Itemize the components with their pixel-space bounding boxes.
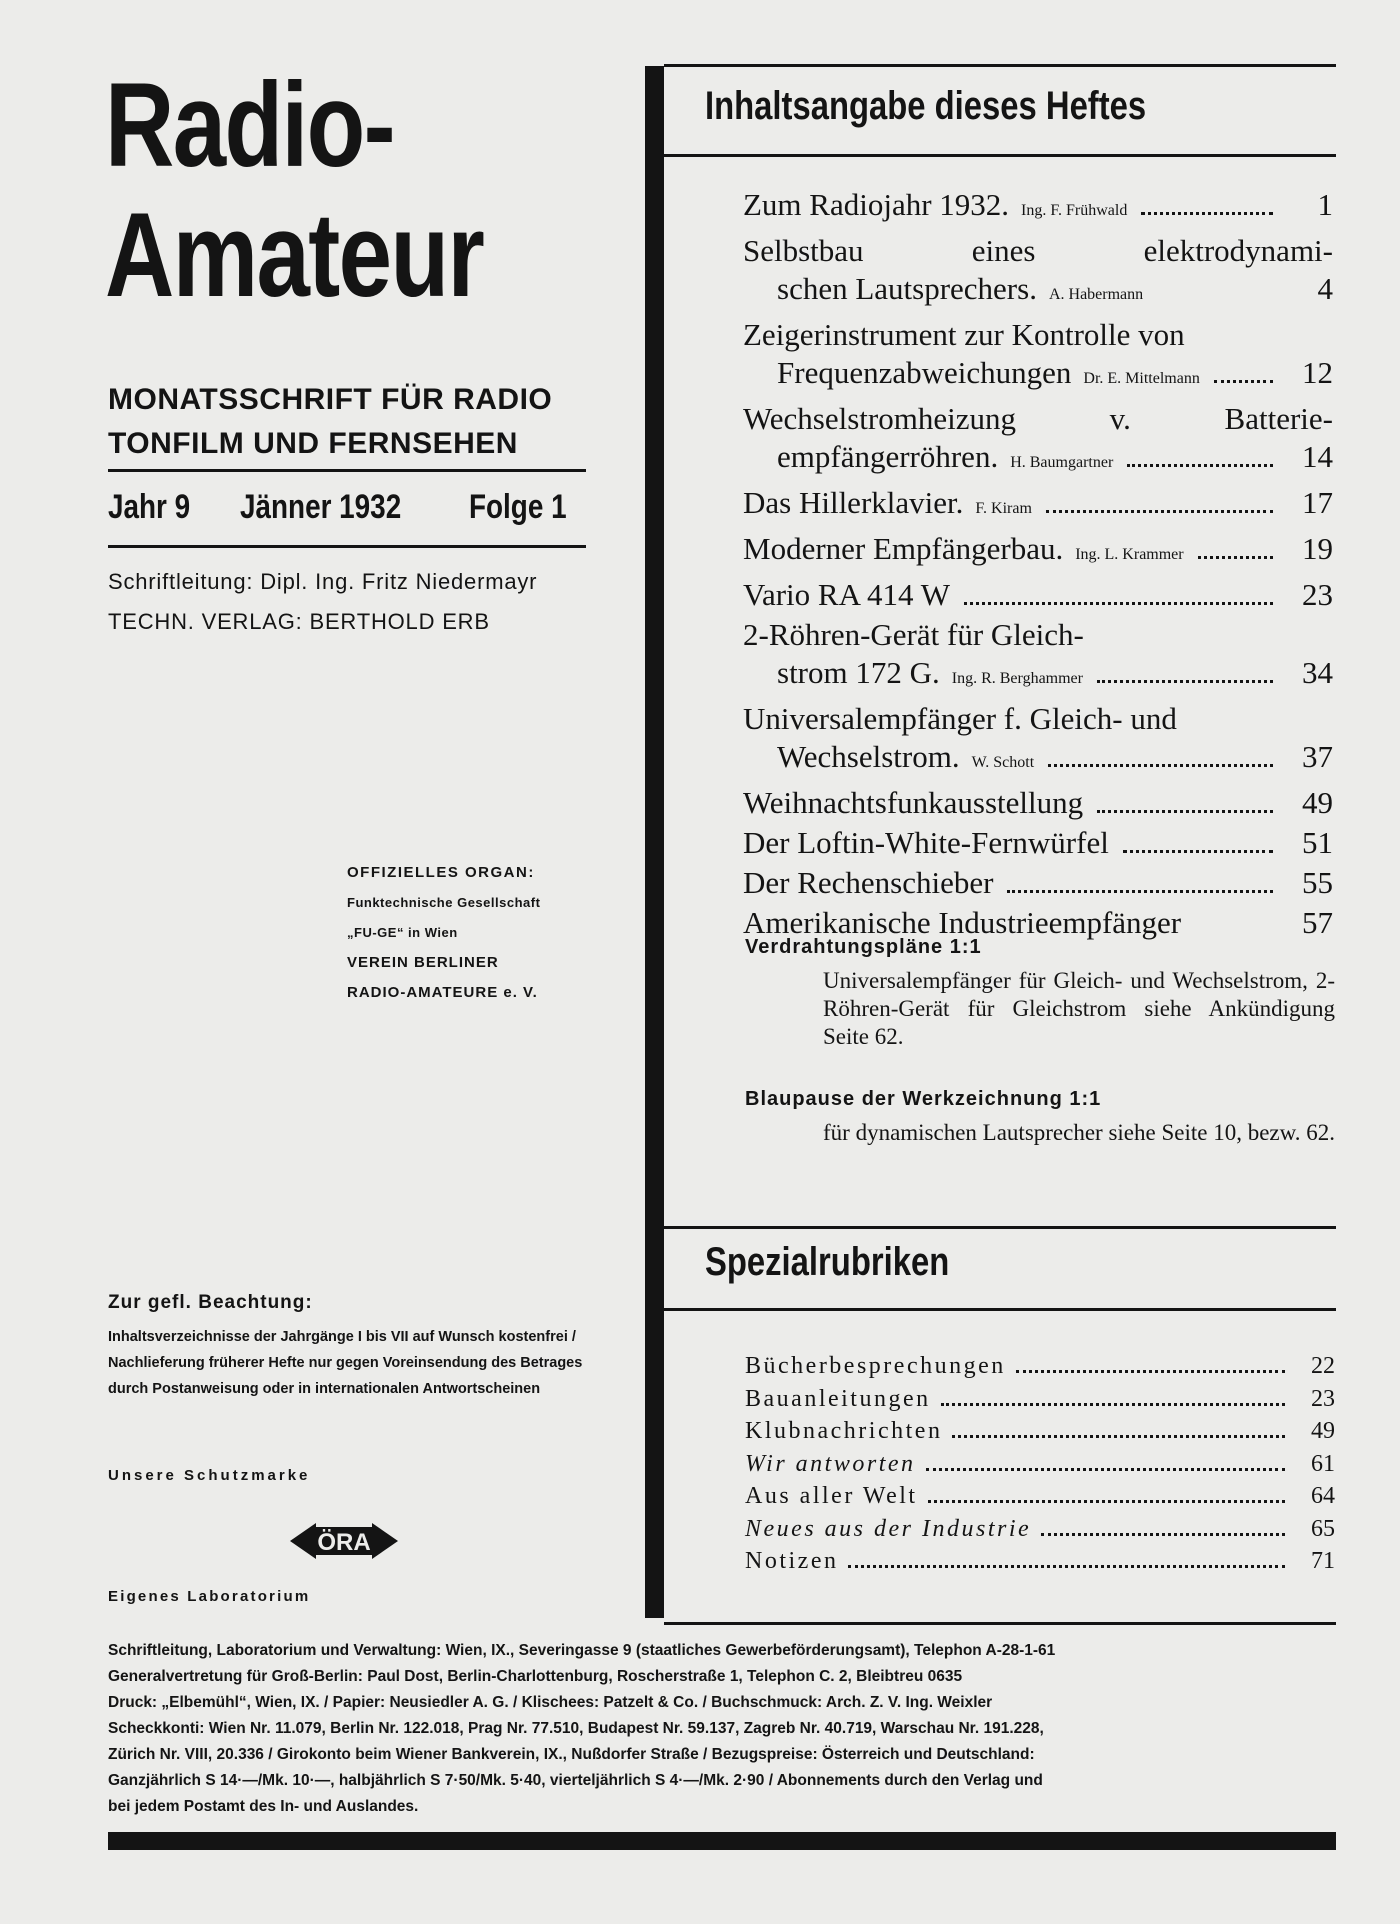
toc-author: F. Kiram (975, 500, 1032, 517)
toc-page-number: 57 (1302, 905, 1333, 940)
toc-entry (743, 400, 1333, 482)
special-item-label: Neues aus der Industrie (745, 1515, 1032, 1542)
toc-author: Ing. R. Berghammer (951, 670, 1083, 687)
toc-leader (1046, 510, 1273, 513)
toc-entry (743, 700, 1333, 782)
special-item (745, 1383, 1335, 1416)
divider (664, 1622, 1336, 1625)
divider (664, 1226, 1336, 1229)
special-item (745, 1415, 1335, 1448)
toc-entry (743, 824, 1333, 862)
toc-title: strom 172 G. (777, 655, 940, 690)
divider (108, 545, 586, 548)
issue-month: Jänner 1932 (240, 488, 402, 526)
divider (664, 154, 1336, 157)
special-item (745, 1480, 1335, 1513)
toc-entry (743, 864, 1333, 902)
publisher-line: TECHN. VERLAG: BERTHOLD ERB (108, 609, 490, 634)
toc-entry (743, 576, 1333, 614)
special-item-label: Wir antworten (745, 1450, 916, 1477)
toc-leader (1141, 212, 1273, 215)
toc-author: H. Baumgartner (1010, 454, 1114, 471)
special-item-label: Klubnachrichten (745, 1418, 943, 1444)
column-bar (645, 66, 664, 1618)
special-item (745, 1350, 1335, 1383)
organ-line: VEREIN BERLINER (347, 954, 499, 971)
toc-leader (1097, 810, 1273, 813)
notice-title: Zur gefl. Beachtung: (108, 1292, 313, 1313)
imprint-line: bei jedem Postamt des In- und Auslandes. (108, 1798, 419, 1815)
toc-title: Weihnachtsfunkausstellung (743, 785, 1084, 820)
toc-page-number: 4 (1317, 271, 1333, 306)
toc-title: Das Hillerklavier. (743, 485, 964, 520)
toc-page-number: 51 (1302, 825, 1333, 860)
special-item-page: 22 (1311, 1353, 1335, 1379)
toc-leader (1007, 890, 1273, 893)
toc-title: Wechselstrom. (777, 739, 960, 774)
table-of-contents (743, 186, 1333, 944)
imprint-line: Scheckkonti: Wien Nr. 11.079, Berlin Nr. 122.018, Prag Nr. 77.510, Budapest Nr. 59.137, Zagreb Nr. 40.719, Warschau Nr. 191.228, (108, 1720, 1044, 1737)
toc-entry (743, 616, 1333, 698)
subtitle (108, 378, 598, 466)
toc-entry (743, 484, 1333, 528)
notice-text: Inhaltsverzeichnisse der Jahrgänge I bis VII auf Wunsch kostenfrei / Nachlieferung früherer Hefte nur gegen Voreinsendung des Betrages durch Postanweisung oder in internationalen Antwortscheinen (108, 1329, 583, 1397)
laboratory-label: Eigenes Laboratorium (108, 1588, 311, 1605)
imprint-line: Ganzjährlich S 14·—/Mk. 10·—, halbjährlich S 7·50/Mk. 5·40, vierteljährlich S 4·—/Mk. 2·90 / Abonnements durch den Verlag und (108, 1772, 1043, 1789)
toc-title: Der Rechenschieber (743, 865, 994, 900)
trademark-label: Unsere Schutzmarke (108, 1467, 311, 1484)
toc-heading: Inhaltsangabe dieses Heftes (705, 84, 1147, 128)
special-leader (1016, 1370, 1285, 1373)
special-leader (848, 1565, 1285, 1568)
blueprint-note (745, 1088, 1335, 1147)
toc-page-number: 19 (1302, 531, 1333, 566)
imprint (108, 1638, 1338, 1820)
special-item-page: 71 (1311, 1548, 1335, 1574)
special-item-page: 65 (1311, 1515, 1335, 1542)
special-item-label: Bücherbesprechungen (745, 1353, 1006, 1379)
special-leader (1041, 1533, 1285, 1536)
masthead-line-1: Radio- (105, 58, 395, 192)
toc-page-number: 23 (1302, 577, 1333, 612)
organ-line: Funktechnische Gesellschaft (347, 895, 541, 910)
toc-title-line: Selbstbau eines elektrodynami- (743, 233, 1333, 268)
organ-line: RADIO-AMATEURE e. V. (347, 984, 538, 1001)
logo-text: ÖRA (317, 1529, 371, 1556)
toc-entry (743, 232, 1333, 314)
toc-entry (743, 316, 1333, 398)
issue-folge: Folge 1 (468, 488, 567, 526)
toc-title-line: Zeigerinstrument zur Kontrolle von (743, 317, 1185, 352)
organ-line: „FU-GE“ in Wien (347, 925, 458, 940)
special-leader (928, 1500, 1285, 1503)
toc-title: Der Loftin-White-Fernwürfel (743, 825, 1109, 860)
special-item-label: Notizen (745, 1548, 839, 1574)
special-leader (952, 1435, 1285, 1438)
imprint-line: Generalvertretung für Groß-Berlin: Paul Dost, Berlin-Charlottenburg, Roscherstraße 1, Telephon C. 2, Bleibtreu 0635 (108, 1668, 963, 1685)
blueprint-heading: Blaupause der Werkzeichnung 1:1 (745, 1088, 1102, 1110)
toc-page-number: 49 (1302, 785, 1333, 820)
masthead-line-2: Amateur (105, 188, 484, 322)
toc-title: Vario RA 414 W (743, 577, 950, 612)
special-item-page: 49 (1311, 1418, 1335, 1444)
masthead-title (105, 60, 605, 320)
special-leader (941, 1403, 1285, 1406)
special-leader (926, 1468, 1285, 1471)
toc-entry (743, 530, 1333, 574)
toc-title: Frequenzabweichungen (777, 355, 1072, 390)
toc-leader (1097, 680, 1273, 683)
divider (108, 469, 586, 472)
toc-title: Amerikanische Industrieempfänger (743, 905, 1182, 940)
special-item-label: Bauanleitungen (745, 1385, 931, 1412)
special-item-page: 61 (1311, 1450, 1335, 1477)
editor-line: Schriftleitung: Dipl. Ing. Fritz Niedermayr (108, 569, 538, 594)
special-item-label: Aus aller Welt (745, 1483, 918, 1509)
toc-title-line: Wechselstromheizung v. Batterie- (743, 401, 1333, 436)
organ-title: OFFIZIELLES ORGAN: (347, 864, 535, 881)
toc-leader (964, 602, 1273, 605)
imprint-line: Schriftleitung, Laboratorium und Verwaltung: Wien, IX., Severingasse 9 (staatliches Gewerbeförderungsamt), Telephon A-28-1-61 (108, 1642, 1056, 1659)
toc-author: Ing. L. Krammer (1075, 546, 1184, 563)
divider (664, 64, 1336, 67)
divider (664, 1308, 1336, 1311)
toc-page-number: 17 (1302, 485, 1333, 520)
toc-page-number: 55 (1302, 865, 1333, 900)
special-item-page: 64 (1311, 1483, 1335, 1509)
toc-leader (1127, 464, 1273, 467)
editor-info (108, 562, 608, 642)
imprint-line: Druck: „Elbemühl“, Wien, IX. / Papier: Neusiedler A. G. / Klischees: Patzelt & Co. / Buchschmuck: Arch. Z. V. Ing. Weixler (108, 1694, 993, 1711)
special-heading: Spezialrubriken (705, 1240, 950, 1284)
toc-title-line: 2-Röhren-Gerät für Gleich- (743, 617, 1084, 652)
toc-leader (1198, 556, 1273, 559)
special-item-page: 23 (1311, 1385, 1335, 1412)
toc-title: schen Lautsprechers. (777, 271, 1037, 306)
wiring-heading: Verdrahtungspläne 1:1 (745, 936, 982, 958)
official-organ (347, 858, 607, 1008)
toc-leader (1214, 380, 1273, 383)
toc-page-number: 37 (1302, 739, 1333, 774)
issue-year: Jahr 9 (108, 488, 191, 526)
toc-page-number: 34 (1302, 655, 1333, 690)
wiring-text: Universalempfänger für Gleich- und Wechselstrom, 2-Röhren-Gerät für Gleichstrom siehe Ankündigung Seite 62. (823, 968, 1335, 1049)
toc-title: Moderner Empfängerbau. (743, 531, 1064, 566)
wiring-plans (745, 936, 1335, 1051)
notice-box (108, 1292, 598, 1402)
ora-logo-icon (286, 1513, 402, 1574)
toc-title: Zum Radiojahr 1932. (743, 187, 1010, 222)
blueprint-text: für dynamischen Lautsprecher siehe Seite 10, bezw. 62. (823, 1120, 1335, 1145)
toc-author: Dr. E. Mittelmann (1083, 370, 1200, 387)
imprint-line: Zürich Nr. VIII, 20.336 / Girokonto beim Wiener Bankverein, IX., Nußdorfer Straße / Bezugspreise: Österreich und Deutschland: (108, 1746, 1035, 1763)
toc-author: Ing. F. Frühwald (1021, 202, 1128, 219)
toc-author: W. Schott (971, 754, 1035, 771)
special-sections-list (745, 1350, 1335, 1578)
special-item (745, 1513, 1335, 1546)
subtitle-line-2: TONFILM UND FERNSEHEN (108, 427, 518, 460)
toc-leader (1123, 850, 1273, 853)
toc-leader (1048, 764, 1273, 767)
toc-title: empfängerröhren. (777, 439, 999, 474)
issue-info (108, 488, 588, 527)
toc-entry (743, 186, 1333, 230)
toc-entry (743, 784, 1333, 822)
subtitle-line-1: MONATSSCHRIFT FÜR RADIO (108, 383, 553, 416)
special-item (745, 1448, 1335, 1481)
toc-page-number: 14 (1302, 439, 1333, 474)
toc-page-number: 12 (1302, 355, 1333, 390)
toc-title-line: Universalempfänger f. Gleich- und (743, 701, 1177, 736)
toc-page-number: 1 (1317, 187, 1333, 222)
toc-author: A. Habermann (1048, 286, 1144, 303)
special-item (745, 1545, 1335, 1578)
bottom-bar (108, 1832, 1336, 1850)
